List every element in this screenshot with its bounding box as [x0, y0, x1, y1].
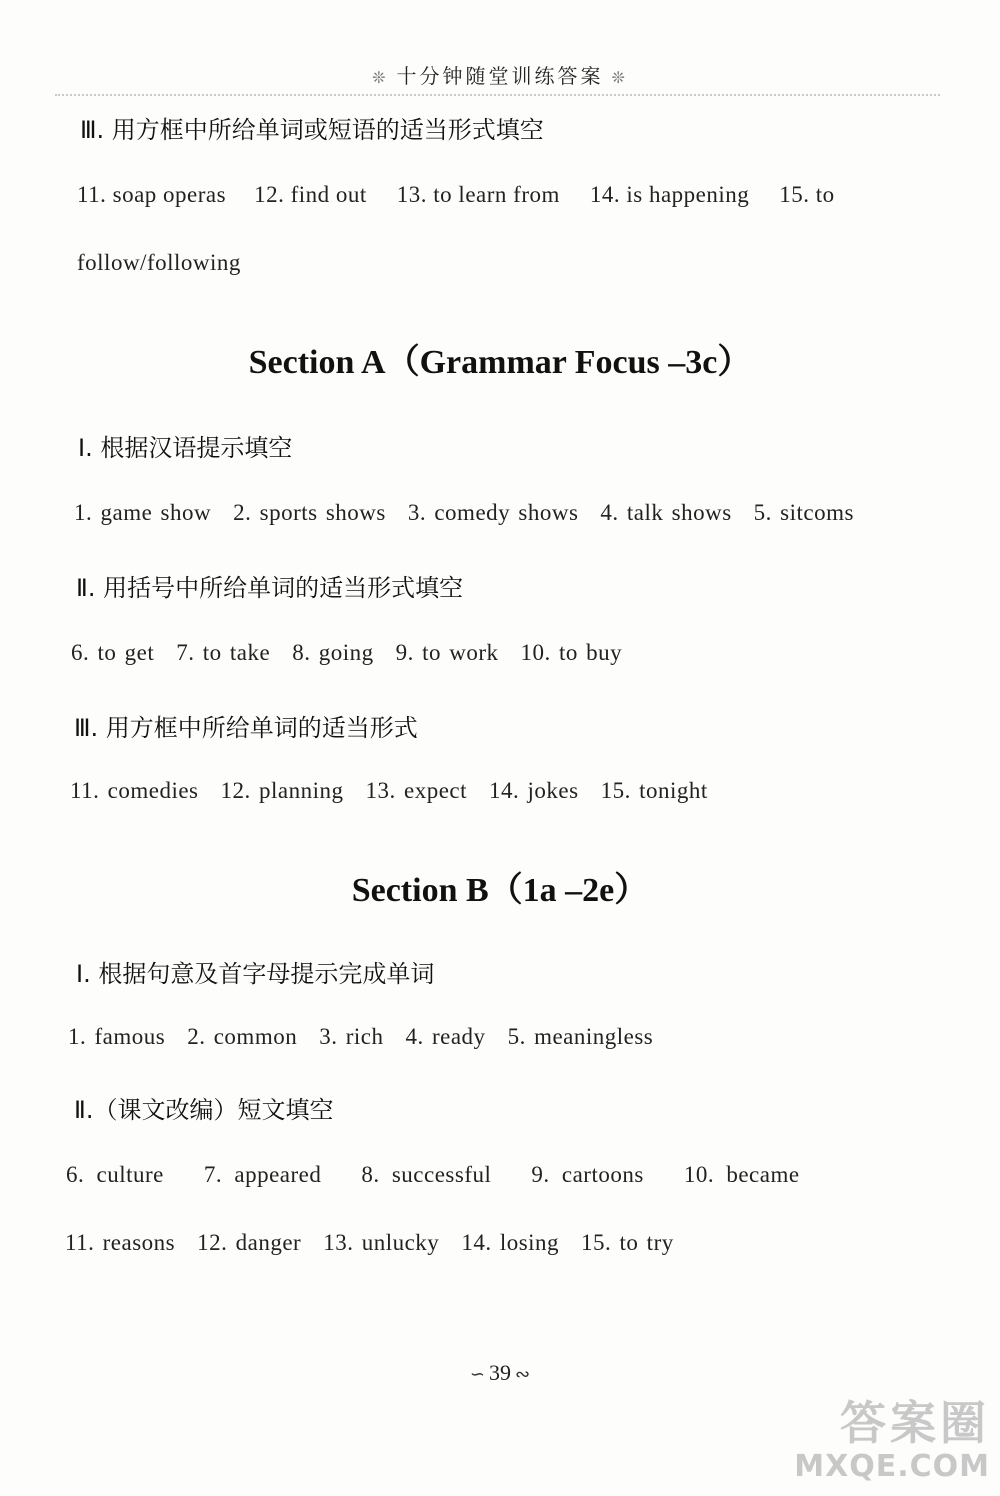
answer-13: 13. unlucky [323, 1230, 440, 1255]
part3-answers-line1 [77, 182, 897, 208]
answer-1: 1. famous [68, 1024, 166, 1049]
answer-7: 7. to take [176, 640, 271, 665]
answer-9: 9. cartoons [531, 1162, 644, 1187]
answer-8: 8. going [292, 640, 374, 665]
watermark-logo [794, 1387, 990, 1484]
answer-1: 1. game show [74, 500, 212, 525]
section-a-part1-heading: Ⅰ. 根据汉语提示填空 [78, 434, 293, 462]
part3-heading: Ⅲ. 用方框中所给单词或短语的适当形式填空 [80, 116, 544, 144]
answer-14: 14. losing [461, 1230, 560, 1255]
answer-12: 12. danger [197, 1230, 302, 1255]
footer-ornament-left-icon: ∽ [469, 1364, 485, 1384]
section-b-part2-heading: Ⅱ.（课文改编）短文填空 [74, 1096, 334, 1124]
watermark-url: MXQE.COM [794, 1449, 990, 1484]
answer-11: 11. comedies [70, 778, 199, 803]
answer-15: 15. to [779, 182, 835, 207]
page-footer [0, 1360, 1000, 1386]
answer-3: 3. comedy shows [407, 500, 579, 525]
answer-2: 2. sports shows [233, 500, 386, 525]
section-b-part2-answers-line1 [66, 1162, 800, 1188]
answer-2: 2. common [187, 1024, 298, 1049]
part3-answers-line2: follow/following [77, 250, 241, 275]
answer-12: 12. planning [220, 778, 344, 803]
section-b-part1-heading: Ⅰ. 根据句意及首字母提示完成单词 [76, 960, 435, 988]
answer-15: 15. to try [581, 1230, 674, 1255]
answer-4: 4. talk shows [600, 500, 732, 525]
answer-3: 3. rich [319, 1024, 384, 1049]
answer-9: 9. to work [395, 640, 499, 665]
answer-7: 7. appeared [203, 1162, 322, 1187]
answer-6: 6. culture [66, 1162, 164, 1187]
section-a-title: Section A（Grammar Focus –3c） [248, 344, 752, 381]
section-a-part2-answers [71, 640, 622, 666]
answer-11: 11. soap operas [77, 182, 227, 207]
header-ornament-right-icon: ❊ [611, 68, 628, 87]
header-title: 十分钟随堂训练答案 [396, 64, 604, 88]
answer-11: 11. reasons [65, 1230, 176, 1255]
running-header [0, 60, 1000, 89]
answer-15: 15. tonight [600, 778, 708, 803]
section-b-part2-answers-line2 [65, 1230, 674, 1256]
answer-4: 4. ready [405, 1024, 486, 1049]
watermark-text: 答案圈 [840, 1396, 990, 1450]
answer-5: 5. meaningless [507, 1024, 654, 1049]
header-ornament-left-icon: ❊ [372, 68, 389, 87]
section-a-part1-answers [74, 500, 854, 526]
answer-12: 12. find out [254, 182, 367, 207]
answer-13: 13. expect [365, 778, 468, 803]
answer-13: 13. to learn from [396, 182, 560, 207]
header-divider [55, 94, 940, 96]
section-b-part1-answers [68, 1024, 653, 1050]
answer-10: 10. became [683, 1162, 800, 1187]
page-number: 39 [489, 1360, 511, 1385]
section-a-part2-heading: Ⅱ. 用括号中所给单词的适当形式填空 [76, 574, 464, 602]
footer-ornament-right-icon: ∾ [515, 1364, 531, 1384]
answer-10: 10. to buy [520, 640, 623, 665]
answer-8: 8. successful [361, 1162, 492, 1187]
answer-6: 6. to get [71, 640, 155, 665]
answer-14: 14. is happening [589, 182, 750, 207]
section-a-part3-answers [70, 778, 708, 804]
section-b-title: Section B（1a –2e） [351, 872, 649, 909]
section-a-part3-heading: Ⅲ. 用方框中所给单词的适当形式 [74, 714, 418, 742]
answer-5: 5. sitcoms [753, 500, 854, 525]
answer-14: 14. jokes [489, 778, 579, 803]
